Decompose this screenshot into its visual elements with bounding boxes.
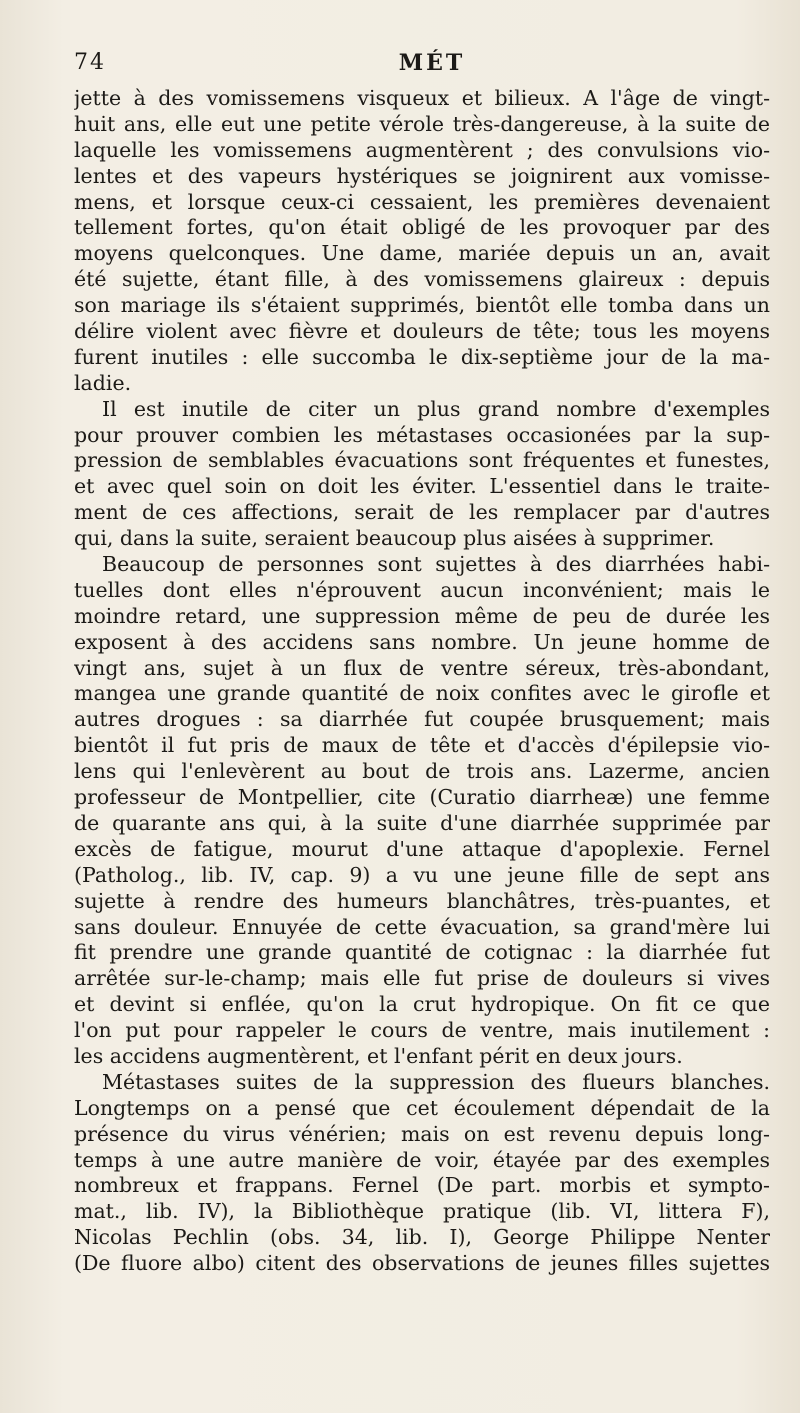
text-line: son mariage ils s'étaient supprimés, bientôt elle tomba dans un [74,293,770,318]
running-title: MÉT [398,50,466,76]
text-line: furent inutiles : elle succomba le dix-septième jour de la ma- [74,344,770,369]
text-line: fit prendre une grande quantité de cotignac : la diarrhée fut [74,940,770,965]
text-line: excès de fatigue, mourut d'une attaque d'apoplexie. Fernel [74,836,770,861]
text-line: lens qui l'enlevèrent au bout de trois ans. Lazerme, ancien [74,759,770,784]
text-line: moyens quelconques. Une dame, mariée depuis un an, avait [74,241,770,266]
running-head [74,50,770,86]
text-line: l'on put pour rappeler le cours de ventre, mais inutilement : [74,1018,770,1043]
text-line: nombreux et frappans. Fernel (De part. morbis et sympto- [74,1173,770,1198]
text-line: été sujette, étant fille, à des vomissemens glaireux : depuis [74,267,770,292]
paragraph [74,86,770,397]
text-line: tellement fortes, qu'on était obligé de les provoquer par des [74,215,770,240]
text-line: (De fluore albo) citent des observations de jeunes filles sujettes [74,1251,770,1276]
text-line: Beaucoup de personnes sont sujettes à des diarrhées habi- [102,552,770,577]
text-line: et devint si enflée, qu'on la crut hydropique. On fit ce que [74,992,770,1017]
text-line: pour prouver combien les métastases occasionées par la sup- [74,422,770,447]
text-line: délire violent avec fièvre et douleurs de tête; tous les moyens [74,319,770,344]
text-line: tuelles dont elles n'éprouvent aucun inconvénient; mais le [74,577,770,602]
text-line: moindre retard, une suppression même de peu de durée les [74,603,770,628]
text-line: jette à des vomissemens visqueux et bilieux. A l'âge de vingt- [74,86,770,110]
text-line: Il est inutile de citer un plus grand nombre d'exemples [102,396,770,421]
paragraph [74,1070,770,1277]
text-line: Nicolas Pechlin (obs. 34, lib. I), George Philippe Nenter [74,1225,770,1250]
text-body [74,86,770,1277]
text-line: Métastases suites de la suppression des flueurs blanches. [102,1069,770,1094]
text-line: (Patholog., lib. IV, cap. 9) a vu une jeune fille de sept ans [74,862,770,887]
text-line: qui, dans la suite, seraient beaucoup plus aisées à supprimer. [74,526,715,551]
text-line: pression de semblables évacuations sont fréquentes et funestes, [74,448,770,473]
text-line: présence du virus vénérien; mais on est revenu depuis long- [74,1121,770,1146]
text-line: sans douleur. Ennuyée de cette évacuation, sa grand'mère lui [74,914,770,939]
text-line: mens, et lorsque ceux-ci cessaient, les premières devenaient [74,189,770,214]
text-line: temps à une autre manière de voir, étayée par des exemples [74,1147,770,1172]
text-line: lentes et des vapeurs hystériques se joignirent aux vomisse- [74,163,770,188]
text-line: les accidens augmentèrent, et l'enfant périt en deux jours. [74,1043,683,1068]
text-line: ladie. [74,370,132,395]
text-line: mat., lib. IV), la Bibliothèque pratique (lib. VI, littera F), [74,1199,770,1224]
text-line: autres drogues : sa diarrhée fut coupée brusquement; mais [74,707,770,732]
text-line: Longtemps on a pensé que cet écoulement dépendait de la [74,1095,770,1120]
text-line: huit ans, elle eut une petite vérole très-dangereuse, à la suite de [74,111,770,136]
paragraph [74,397,770,552]
text-line: et avec quel soin on doit les éviter. L'essentiel dans le traite- [74,474,770,499]
text-line: laquelle les vomissemens augmentèrent ; des convulsions vio- [74,137,770,162]
text-line: bientôt il fut pris de maux de tête et d'accès d'épilepsie vio- [74,733,770,758]
text-line: arrêtée sur-le-champ; mais elle fut prise de douleurs si vives [74,966,770,991]
text-line: exposent à des accidens sans nombre. Un jeune homme de [74,629,770,654]
text-line: sujette à rendre des humeurs blanchâtres, très-puantes, et [74,888,770,913]
paragraph [74,552,770,1070]
page-number: 74 [74,50,106,75]
text-line: ment de ces affections, serait de les remplacer par d'autres [74,500,770,525]
text-line: professeur de Montpellier, cite (Curatio diarrheæ) une femme [74,785,770,810]
text-line: vingt ans, sujet à un flux de ventre séreux, très-abondant, [74,655,770,680]
text-line: de quarante ans qui, à la suite d'une diarrhée supprimée par [74,810,770,835]
text-line: mangea une grande quantité de noix confites avec le girofle et [74,681,770,706]
